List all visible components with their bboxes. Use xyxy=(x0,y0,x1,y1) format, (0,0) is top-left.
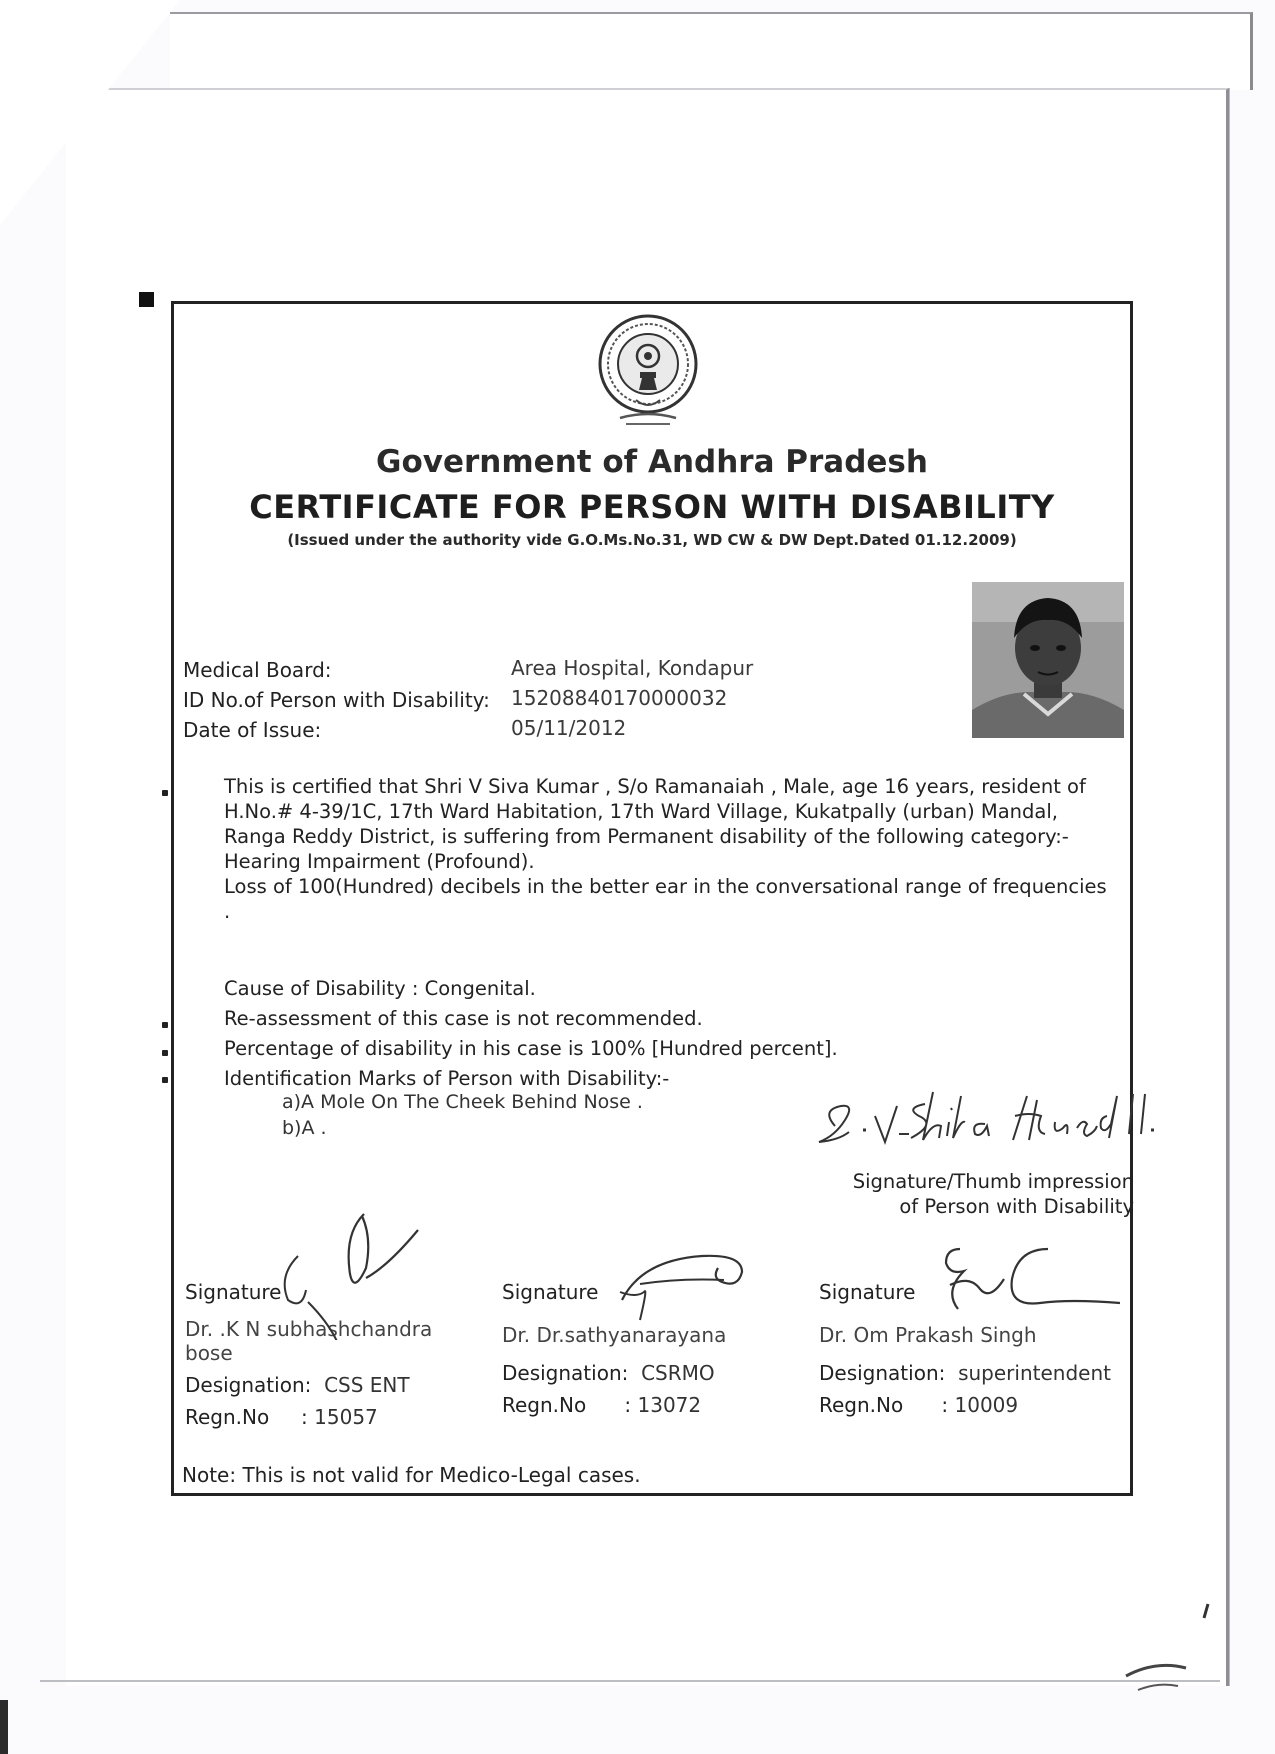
designation-label: Designation: xyxy=(819,1361,946,1385)
person-handwritten-signature xyxy=(815,1086,1195,1156)
id-number-label: ID No.of Person with Disability: xyxy=(183,688,490,712)
government-title: Government of Andhra Pradesh xyxy=(376,444,928,480)
regn-label: Regn.No xyxy=(185,1405,270,1429)
date-of-issue-label: Date of Issue: xyxy=(183,718,322,742)
designation-value: superintendent xyxy=(958,1361,1111,1385)
folded-corner xyxy=(0,0,180,225)
designation-value: CSRMO xyxy=(641,1361,715,1385)
cause-of-disability: Cause of Disability : Congenital. xyxy=(224,977,536,1000)
impairment-type: Hearing Impairment (Profound). xyxy=(224,850,535,873)
registration-mark xyxy=(139,292,154,307)
margin-dot xyxy=(162,790,168,796)
regn-row xyxy=(185,1405,485,1429)
regn-separator: : xyxy=(624,1393,632,1417)
regn-row xyxy=(819,1393,1119,1417)
regn-separator: : xyxy=(941,1393,949,1417)
footer-note: Note: This is not valid for Medico-Legal cases. xyxy=(182,1463,641,1487)
certification-text: This is certified that Shri V Siva Kumar , S/o Ramanaiah , Male, age 16 years, resident of H.No.# 4-39/1C, 17th Ward Habitation, 17th Ward Village, Kukatpally (urban) Mandal, Ranga Reddy District, is suffering from Permanent disability of the following category:- xyxy=(224,775,1086,848)
designation-label: Designation: xyxy=(185,1373,312,1397)
doctor-3-handwritten-signature xyxy=(930,1245,1130,1345)
page-top-edge xyxy=(170,12,1253,90)
identification-mark-b: b)A . xyxy=(282,1117,327,1139)
designation-row xyxy=(185,1373,485,1397)
designation-value: CSS ENT xyxy=(324,1373,410,1397)
designation-label: Designation: xyxy=(502,1361,629,1385)
margin-dot xyxy=(162,1050,168,1056)
doctor-1-handwritten-signature xyxy=(268,1210,428,1340)
signature-label: Signature xyxy=(185,1280,282,1304)
regn-label: Regn.No xyxy=(502,1393,587,1417)
doctor-2-handwritten-signature xyxy=(612,1240,762,1330)
designation-row xyxy=(819,1361,1119,1385)
person-signature-caption-line2: of Person with Disability xyxy=(899,1195,1134,1218)
medical-board-label: Medical Board: xyxy=(183,658,332,682)
identification-mark-a: a)A Mole On The Cheek Behind Nose . xyxy=(282,1091,643,1113)
signature-label: Signature xyxy=(502,1280,599,1304)
doctor-name: Dr. .K N subhashchandra bose xyxy=(185,1317,433,1365)
authority-line: (Issued under the authority vide G.O.Ms.No.31, WD CW & DW Dept.Dated 01.12.2009) xyxy=(287,531,1017,549)
identification-heading: Identification Marks of Person with Disability:- xyxy=(224,1067,670,1090)
margin-dot xyxy=(162,1077,168,1083)
date-of-issue-value: 05/11/2012 xyxy=(511,716,627,740)
signature-label: Signature xyxy=(819,1280,916,1304)
margin-dot xyxy=(162,1022,168,1028)
id-number-value: 15208840170000032 xyxy=(511,686,728,710)
medical-board-value: Area Hospital, Kondapur xyxy=(511,656,754,680)
hearing-loss-text: Loss of 100(Hundred) decibels in the better ear in the conversational range of frequencies . xyxy=(224,875,1107,923)
state-emblem-icon xyxy=(592,314,704,434)
certification-paragraph xyxy=(224,774,1114,924)
regn-label: Regn.No xyxy=(819,1393,904,1417)
person-signature-caption xyxy=(780,1169,1134,1219)
regn-value: 10009 xyxy=(954,1393,1019,1417)
person-photo xyxy=(972,582,1124,738)
regn-row xyxy=(502,1393,802,1417)
regn-value: 13072 xyxy=(637,1393,702,1417)
scan-edge-strip xyxy=(0,1700,8,1754)
certificate-title: CERTIFICATE FOR PERSON WITH DISABILITY xyxy=(249,488,1055,526)
person-signature-caption-line1: Signature/Thumb impression xyxy=(852,1170,1134,1193)
person-photo-image xyxy=(972,582,1124,738)
regn-separator: : xyxy=(301,1405,308,1429)
page-bottom-edge xyxy=(40,1680,1220,1682)
designation-row xyxy=(502,1361,802,1385)
disability-percentage: Percentage of disability in his case is 100% [Hundred percent]. xyxy=(224,1037,838,1060)
regn-value: 15057 xyxy=(314,1405,378,1429)
reassessment-text: Re-assessment of this case is not recommended. xyxy=(224,1007,703,1030)
doctor-name: Dr. Dr.sathyanarayana xyxy=(502,1323,727,1347)
scan-margin-scribble xyxy=(1118,1600,1248,1730)
doctor-name: Dr. Om Prakash Singh xyxy=(819,1323,1037,1347)
